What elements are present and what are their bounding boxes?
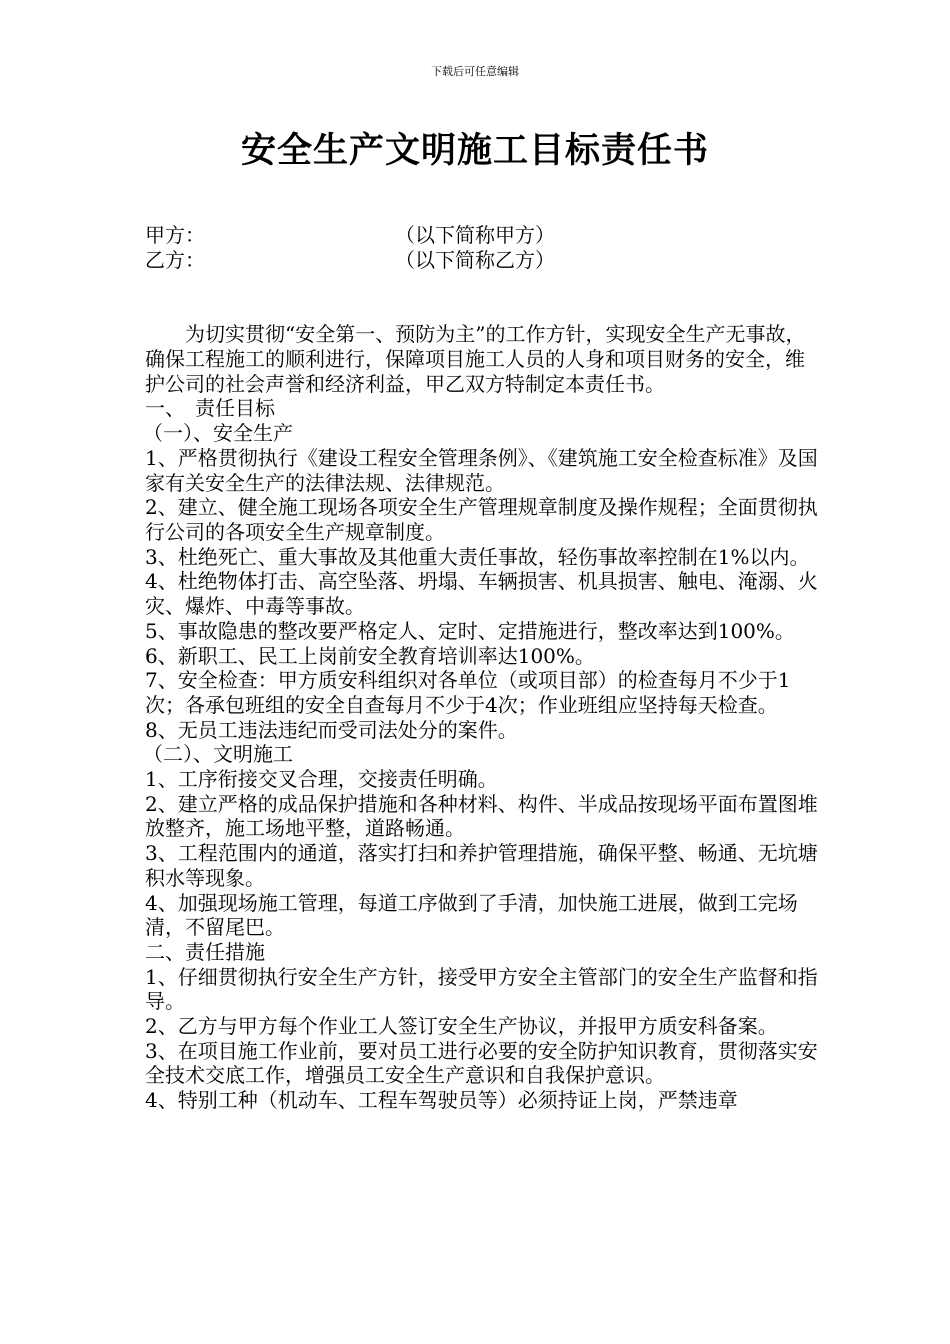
party-b-label: 乙方： [145, 247, 205, 272]
party-b-note: （以下简称乙方） [395, 247, 555, 272]
spacer [145, 272, 820, 322]
list-item: 5、事故隐患的整改要严格定人、定时、定措施进行，整改率达到100%。 [145, 618, 795, 643]
document-title: 安全生产文明施工目标责任书 [240, 130, 709, 171]
intro-paragraph: 为切实贯彻“安全第一、预防为主”的工作方针，实现安全生产无事故，确保工程施工的顺利进行，保障项目施工人员的人身和项目财务的安全，维护公司的社会声誉和经济利益，甲乙双方特制定本责任书。 [145, 322, 806, 396]
list-item: 7、安全检查：甲方质安科组织对各单位（或项目部）的检查每月不少于1次；各承包班组的安全自查每月不少于4次；作业班组应坚持每天检查。 [145, 668, 791, 717]
list-item: 2、乙方与甲方每个作业工人签订安全生产协议，并报甲方质安科备案。 [145, 1014, 778, 1039]
document-body [145, 223, 820, 1113]
party-a-line [145, 223, 820, 248]
list-item: 3、杜绝死亡、重大事故及其他重大责任事故，轻伤事故率控制在1%以内。 [145, 544, 810, 569]
subsection-heading-safety: （一）、安全生产 [143, 421, 293, 446]
list-item: 1、工序衔接交叉合理，交接责任明确。 [145, 767, 498, 792]
subsection-heading-civilized: （二）、文明施工 [143, 742, 293, 767]
list-item: 4、特别工种（机动车、工程车驾驶员等）必须持证上岗，严禁违章 [145, 1088, 738, 1113]
party-b-line [145, 248, 820, 273]
list-item: 4、杜绝物体打击、高空坠落、坍塌、车辆损害、机具损害、触电、淹溺、火灾、爆炸、中毒等事故。 [145, 569, 818, 619]
list-item: 6、新职工、民工上岗前安全教育培训率达100%。 [145, 643, 595, 668]
section-heading-targets: 一、 责任目标 [145, 396, 275, 421]
list-item: 1、仔细贯彻执行安全生产方针，接受甲方安全主管部门的安全生产监督和指导。 [145, 964, 818, 1014]
section-heading-measures: 二、责任措施 [145, 939, 265, 964]
list-item: 4、加强现场施工管理，每道工序做到了手清，加快施工进展，做到工完场清，不留尾巴。 [145, 890, 798, 940]
party-a-note: （以下简称甲方） [395, 223, 555, 247]
list-item: 1、严格贯彻执行《建设工程安全管理条例》、《建筑施工安全检查标准》及国家有关安全生产的法律法规、法律规范。 [145, 445, 818, 495]
party-a-label: 甲方： [145, 223, 205, 247]
list-item: 8、无员工违法违纪而受司法处分的案件。 [145, 717, 518, 742]
list-item: 3、在项目施工作业前，要对员工进行必要的安全防护知识教育，贯彻落实安全技术交底工作，增强员工安全生产意识和自我保护意识。 [145, 1038, 818, 1088]
list-item: 2、建立严格的成品保护措施和各种材料、构件、半成品按现场平面布置图堆放整齐，施工场地平整，道路畅通。 [145, 791, 818, 841]
header-note: 下载后可任意编辑 [431, 65, 519, 78]
list-item: 2、建立、健全施工现场各项安全生产管理规章制度及操作规程；全面贯彻执行公司的各项安全生产规章制度。 [145, 495, 818, 544]
list-item: 3、工程范围内的通道，落实打扫和养护管理措施，确保平整、畅通、无坑塘积水等现象。 [145, 841, 818, 890]
